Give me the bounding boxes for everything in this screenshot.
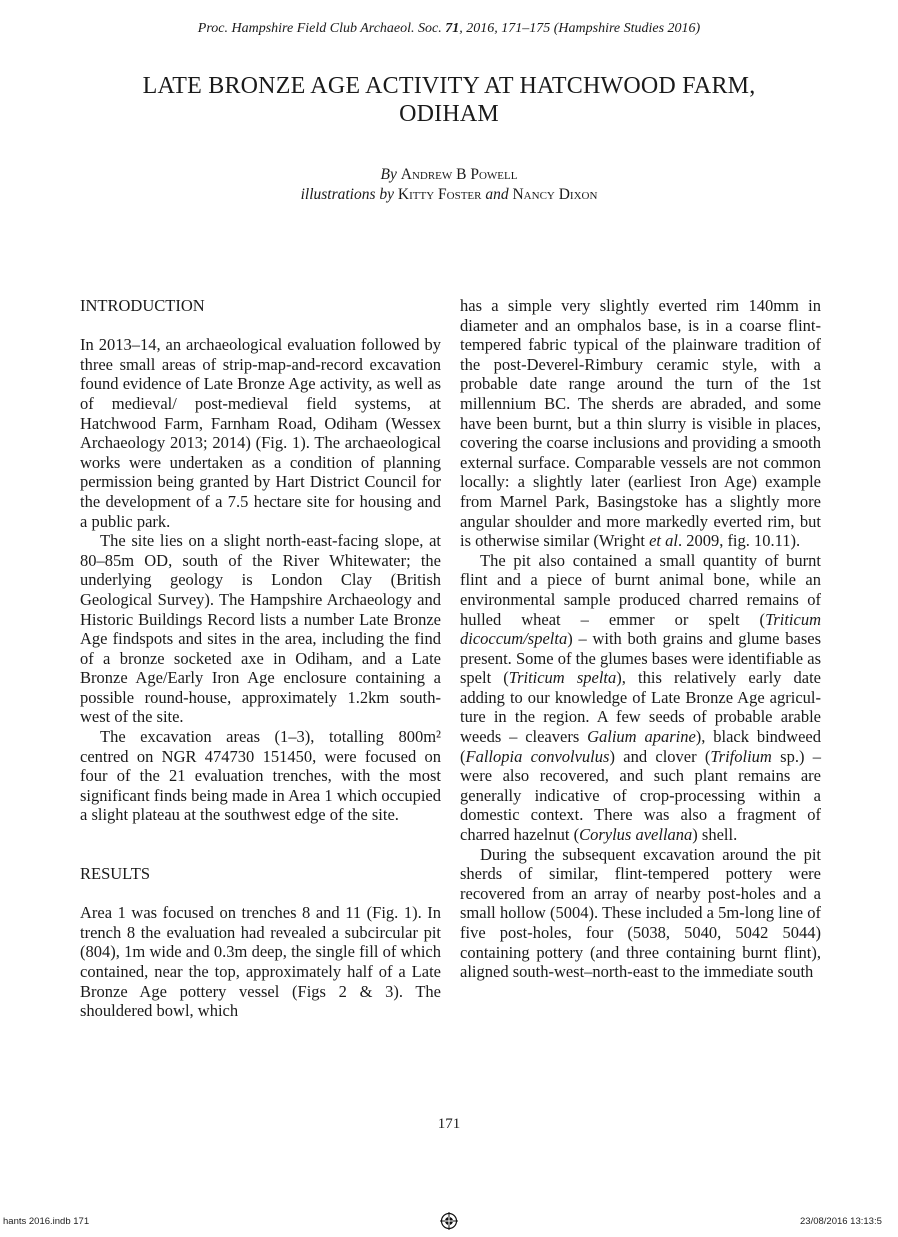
right-column bbox=[460, 296, 821, 982]
and-label: and bbox=[485, 186, 509, 203]
author-line bbox=[0, 165, 898, 185]
right-paragraph-1: has a simple very slightly everted rim 140mm in diameter and an omphalos base, is in a coarse flint-tempered fabric typical of the plainware tradition of the post-Deverel-Rimbury ceramic style, with a probable date range around the turn of the 1st millennium BC. The sherds are abraded, and some have been burnt, but a thin slurry is visible in places, covering the coarse inclusions and providing a smooth external surface. Comparable vessels are not common locally: a slightly later (earliest Iron Age) example from Marnel Park, Basingstoke has a slightly more angular shoulder and more markedly everted rim, but is otherwise similar (Wright et al. 2009, fig. 10.11). bbox=[460, 296, 821, 551]
illustrator-2: Nancy Dixon bbox=[512, 186, 598, 203]
page-number: 171 bbox=[437, 1116, 461, 1132]
volume-number: 71 bbox=[445, 21, 460, 36]
printer-slug-right: 23/08/2016 13:13:5 bbox=[800, 1216, 882, 1227]
intro-paragraph-2: The site lies on a slight north-east-facing slope, at 80–85m OD, south of the River Whitewater; the underlying geology is London Clay (British Geological Survey). The Hampshire Archaeology and Historic Buildings Record lists a number Late Bronze Age findspots and sites in the area, including the find of a bronze socketed axe in Odiham, and a Late Bronze Age/Early Iron Age enclosure containing a possible round-house, approximately 1.2km south-west of the site. bbox=[80, 531, 441, 727]
running-header bbox=[0, 21, 898, 37]
intro-paragraph-3: The excavation areas (1–3), totalling 800m² centred on NGR 474730 151450, were focused on four of the 21 evaluation trenches, with the most significant finds being made in Area 1 which occupied a slight plateau at the southwest edge of the site. bbox=[80, 727, 441, 825]
intro-paragraph-1: In 2013–14, an archaeological evaluation followed by three small areas of strip-map-and-record excavation found evidence of Late Bronze Age activity, as well as of medieval/ post-medieval field systems, at Hatchwood Farm, Farnham Road, Odiham (Wessex Archaeology 2013; 2014) (Fig. 1). The archaeological works were undertaken as a condition of planning permission being granted by Hart District Council for the development of a 7.5 hectare site for housing and a public park. bbox=[80, 335, 441, 531]
journal-name: Proc. Hampshire Field Club Archaeol. Soc. bbox=[197, 21, 442, 36]
left-column bbox=[80, 296, 441, 1021]
article-title bbox=[60, 72, 838, 128]
right-paragraph-2: The pit also contained a small quantity of burnt flint and a piece of burnt animal bone, while an environmental sample produced charred remains of hulled wheat – emmer or spelt (Triticum dicoccum/spelta) – with both grains and glume bases present. Some of the glumes bases were identifiable as spelt (Triticum spelta), this relatively early date adding to our knowledge of Late Bronze Age agriculture in the region. A few seeds of probable arable weeds – cleavers Galium aparine), black bindweed (Fallopia convolvulus) and clover (Trifolium sp.) – were also recovered, and such plant remains are generally indicative of crop-processing within a domestic context. There was also a fragment of charred hazelnut (Corylus avellana) shell. bbox=[460, 550, 822, 845]
citation-rest: , 2016, 171–175 (Hampshire Studies 2016) bbox=[459, 21, 701, 36]
title-line-2: ODIHAM bbox=[399, 101, 499, 127]
illustrator-line bbox=[0, 185, 898, 205]
illustrator-1: Kitty Foster bbox=[397, 186, 482, 203]
results-heading: RESULTS bbox=[80, 864, 150, 884]
byline bbox=[0, 165, 898, 205]
right-paragraph-3: During the subsequent excavation around the pit sherds of similar, flint-tempered pottery were recovered from an array of nearby post-holes and a small hollow (5004). These included a 5m-long line of five post-holes, four (5038, 5040, 5042 5044) containing pottery (and three containing burnt flint), aligned south-west–north-east to the immediate south bbox=[460, 844, 821, 982]
illustrations-label: illustrations by bbox=[300, 186, 395, 203]
title-line-1: LATE BRONZE AGE ACTIVITY AT HATCHWOOD FARM, bbox=[142, 73, 756, 99]
registration-mark-icon bbox=[440, 1212, 458, 1230]
author-name: Andrew B Powell bbox=[400, 166, 518, 183]
by-label: By bbox=[380, 166, 397, 183]
results-paragraph-1: Area 1 was focused on trenches 8 and 11 (Fig. 1). In trench 8 the evaluation had revealed a subcircular pit (804), 1m wide and 0.3m deep, the single fill of which contained, near the top, approximately half of a Late Bronze Age pottery vessel (Figs 2 & 3). The shouldered bowl, which bbox=[80, 903, 441, 1021]
introduction-heading: INTRODUCTION bbox=[80, 296, 205, 315]
printer-slug-left: hants 2016.indb 171 bbox=[3, 1216, 90, 1227]
